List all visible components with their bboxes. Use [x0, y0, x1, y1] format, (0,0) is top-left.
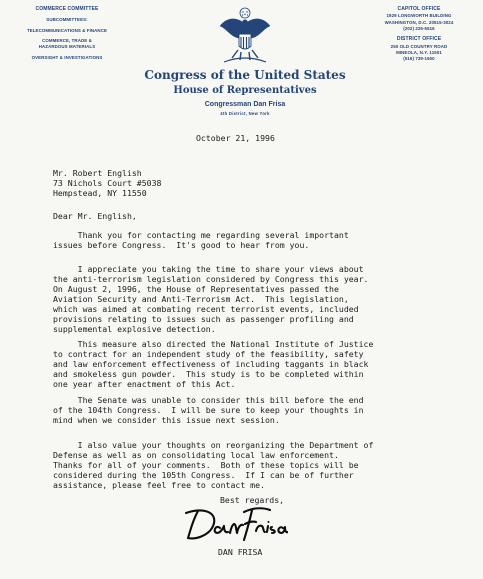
- capitol-office-line1: 1929 LONGWORTH BUILDING: [386, 13, 452, 19]
- paragraph-line: This measure also directed the National Institute of Justice: [53, 339, 374, 349]
- letterhead-house: House of Representatives: [173, 85, 317, 96]
- subcommittees-label: SUBCOMMITTEES:: [46, 17, 88, 23]
- paragraph-line: Thanks for all of your comments. Both of these topics will be: [53, 460, 359, 470]
- recipient-name: Mr. Robert English: [53, 168, 142, 178]
- district-office-heading: DISTRICT OFFICE: [396, 36, 442, 43]
- closing: Best regards,: [220, 495, 285, 505]
- district-office-line2: MINEOLA, N.Y. 11501: [396, 50, 442, 55]
- salutation: Dear Mr. English,: [53, 211, 137, 221]
- paragraph-line: which was aimed at combating recent terrorist events, included: [53, 304, 359, 314]
- letter-date: October 21, 1996: [196, 133, 275, 143]
- paragraph-line: The Senate was unable to consider this bill before the end: [53, 395, 364, 405]
- subcommittee-commerce-line2: HAZARDOUS MATERIALS: [38, 44, 96, 50]
- paragraph-line: I appreciate you taking the time to share your views about: [53, 264, 364, 274]
- district-office-line1: 250 OLD COUNTRY ROAD: [390, 43, 448, 49]
- eagle-seal-icon: [218, 6, 272, 66]
- capitol-office-line2: WASHINGTON, D.C. 20515-3024: [384, 19, 454, 25]
- district-office-phone: (516) 739-1600: [403, 56, 435, 62]
- subcommittee-telecom: TELECOMMUNICATIONS & FINANCE: [26, 27, 108, 33]
- paragraph-5: [53, 440, 373, 490]
- paragraph-4: [53, 395, 364, 425]
- letterhead-title: Congress of the United States: [144, 68, 346, 82]
- paragraph-line: mind when we consider this issue next session.: [53, 415, 280, 425]
- committee-block: [8, 6, 126, 61]
- paragraph-3: [53, 339, 373, 389]
- paragraph-line: to contract for an independent study of the feasibility, safety: [53, 349, 364, 359]
- paragraph-line: Defense as well as on consolidating local law enforcement.: [53, 450, 339, 460]
- paragraph-1: [53, 230, 349, 250]
- paragraph-2: [53, 264, 368, 334]
- paragraph-line: and law enforcement effectiveness of including taggants in black: [53, 359, 369, 369]
- paragraph-line: and smokeless gun powder. This study is to be completed within: [53, 369, 364, 379]
- paragraph-line: Thank you for contacting me regarding several important: [53, 230, 349, 240]
- capitol-office-heading: CAPITOL OFFICE: [397, 6, 441, 12]
- subcommittee-oversight: OVERSIGHT & INVESTIGATIONS: [31, 54, 103, 60]
- letterhead-member: Congressman Dan Frisa: [204, 101, 286, 108]
- handwritten-signature: [184, 502, 288, 544]
- paragraph-line: one year after enactment of this Act.: [53, 379, 236, 389]
- subcommittee-commerce-line1: COMMERCE, TRADE &: [42, 38, 92, 43]
- paragraph-line: I also value your thoughts on reorganizing the Department of: [53, 440, 374, 450]
- paragraph-line: provisions relating to issues such as passenger profiling and: [53, 314, 354, 324]
- paragraph-line: the anti-terrorism legislation considered by Congress this year.: [53, 274, 369, 284]
- paragraph-line: On August 2, 1996, the House of Representatives passed the: [53, 284, 339, 294]
- signer-name: DAN FRISA: [218, 547, 263, 557]
- paragraph-line: supplemental explosive detection.: [53, 324, 216, 334]
- paragraph-line: of the 104th Congress. I will be sure to keep your thoughts in: [53, 405, 364, 415]
- paragraph-line: considered during the 105th Congress. If I can be of further: [53, 470, 354, 480]
- capitol-office-phone: (202) 225-5516: [403, 26, 435, 31]
- recipient-address: [53, 168, 161, 198]
- recipient-street: 73 Nichols Court #5038: [53, 178, 162, 188]
- recipient-city: Hempstead, NY 11550: [53, 188, 147, 198]
- paragraph-line: assistance, please feel free to contact me.: [53, 480, 265, 490]
- office-block: [365, 6, 473, 63]
- committee-name: COMMERCE COMMITTEE: [35, 6, 99, 12]
- paragraph-line: issues before Congress. It's good to hear from you.: [53, 240, 310, 250]
- letterhead-district: 4th District, New York: [220, 111, 270, 116]
- paragraph-line: Aviation Security and Anti-Terrorism Act. This legislation,: [53, 294, 349, 304]
